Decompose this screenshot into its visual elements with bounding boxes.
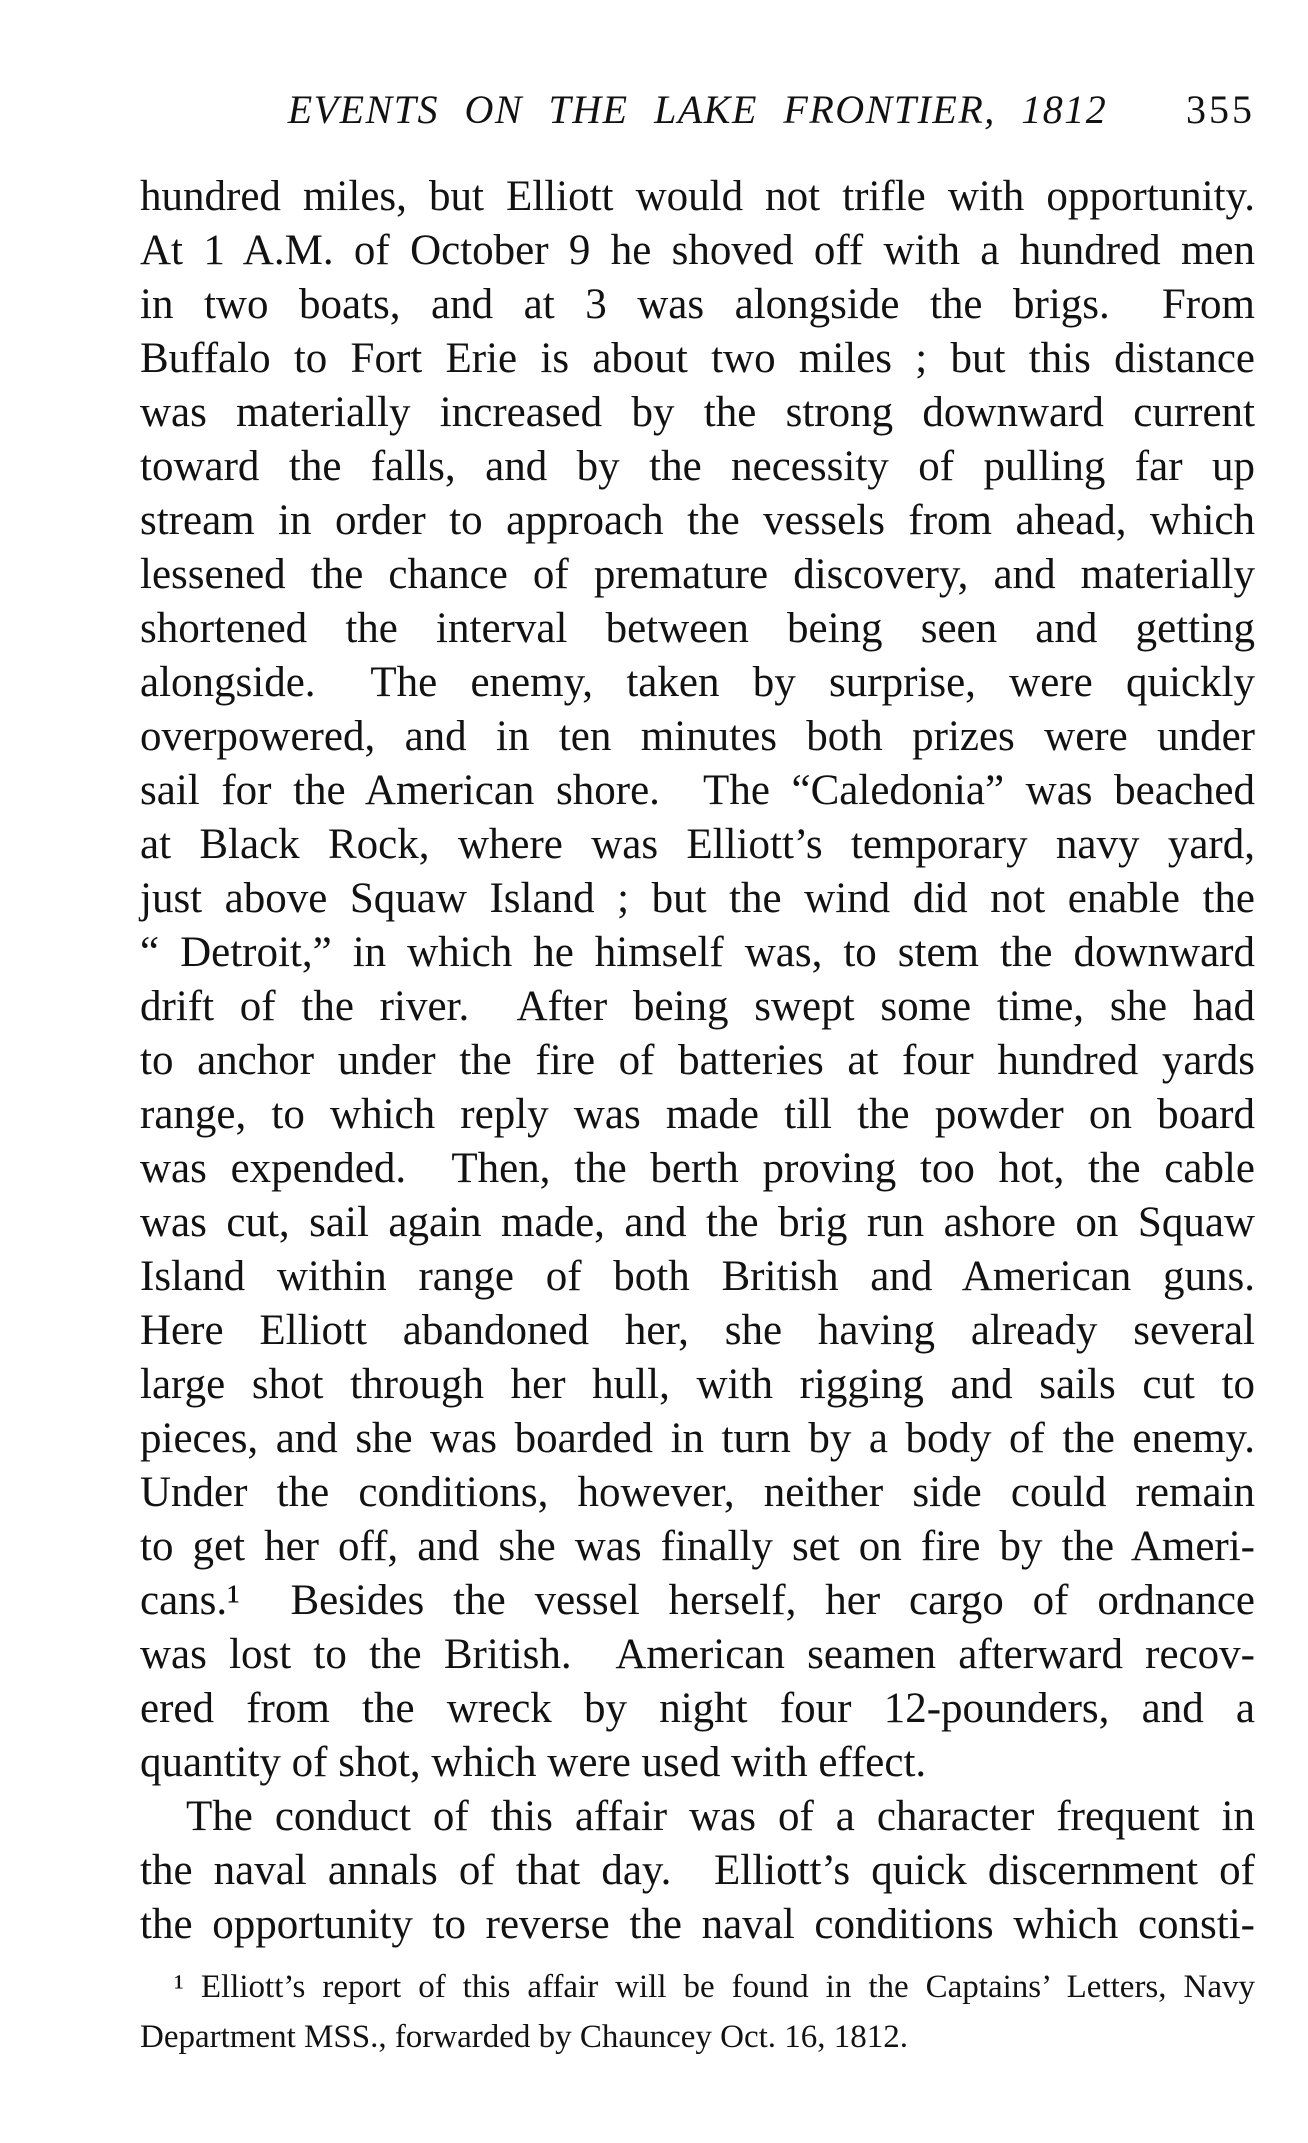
text-line: large shot through her hull, with rigging and sails cut to <box>140 1361 1255 1408</box>
text-line: The conduct of this affair was of a character frequent in <box>186 1793 1255 1840</box>
text-line: just above Squaw Island ; but the wind did not enable the <box>140 875 1255 922</box>
body-text <box>140 170 1255 1952</box>
text-line: was materially increased by the strong downward current <box>140 389 1255 436</box>
text-line: was cut, sail again made, and the brig run ashore on Squaw <box>140 1199 1255 1246</box>
text-line: Buffalo to Fort Erie is about two miles ; but this distance <box>140 335 1255 382</box>
page-number: 355 <box>1186 87 1255 132</box>
text-line: alongside. The enemy, taken by surprise, were quickly <box>140 659 1255 706</box>
text-line: was expended. Then, the berth proving too hot, the cable <box>140 1145 1255 1192</box>
text-line: to get her off, and she was finally set on fire by the Ameri- <box>140 1523 1255 1570</box>
text-line: drift of the river. After being swept some time, she had <box>140 983 1255 1030</box>
paragraph <box>140 170 1255 1790</box>
text-line: sail for the American shore. The “Caledonia” was beached <box>140 767 1255 814</box>
footnote-line: ¹ Elliott’s report of this affair will be found in the Captains’ Letters, Navy <box>174 1969 1255 2005</box>
text-line: Under the conditions, however, neither side could remain <box>140 1469 1255 1516</box>
header-title: EVENTS ON THE LAKE FRONTIER, 1812 <box>287 87 1108 132</box>
text-line: stream in order to approach the vessels from ahead, which <box>140 497 1255 544</box>
text-line: at Black Rock, where was Elliott’s temporary navy yard, <box>140 821 1255 868</box>
text-line: “ Detroit,” in which he himself was, to stem the downward <box>140 929 1255 976</box>
text-line: was lost to the British. American seamen afterward recov- <box>140 1631 1255 1678</box>
text-line: pieces, and she was boarded in turn by a body of the enemy. <box>140 1415 1255 1462</box>
text-line: toward the falls, and by the necessity of pulling far up <box>140 443 1255 490</box>
paragraph <box>140 1790 1255 1952</box>
text-line: the naval annals of that day. Elliott’s quick discernment of <box>140 1847 1255 1894</box>
text-line: Here Elliott abandoned her, she having already several <box>140 1307 1255 1354</box>
text-line: shortened the interval between being seen and getting <box>140 605 1255 652</box>
running-header <box>140 86 1255 140</box>
footnote-line: Department MSS., forwarded by Chauncey Oct. 16, 1812. <box>140 2019 909 2055</box>
text-line: hundred miles, but Elliott would not trifle with opportunity. <box>140 173 1255 220</box>
text-line: ered from the wreck by night four 12-pounders, and a <box>140 1685 1255 1732</box>
text-line: range, to which reply was made till the powder on board <box>140 1091 1255 1138</box>
text-line: cans.¹ Besides the vessel herself, her cargo of ordnance <box>140 1577 1255 1624</box>
text-line: lessened the chance of premature discovery, and materially <box>140 551 1255 598</box>
footnote <box>140 1962 1255 2062</box>
text-line: At 1 A.M. of October 9 he shoved off with a hundred men <box>140 227 1255 274</box>
text-line: the opportunity to reverse the naval conditions which consti- <box>140 1901 1255 1948</box>
text-line: quantity of shot, which were used with effect. <box>140 1739 927 1786</box>
text-line: overpowered, and in ten minutes both prizes were under <box>140 713 1255 760</box>
text-line: to anchor under the fire of batteries at four hundred yards <box>140 1037 1255 1084</box>
text-line: in two boats, and at 3 was alongside the brigs. From <box>140 281 1255 328</box>
text-line: Island within range of both British and American guns. <box>140 1253 1255 1300</box>
